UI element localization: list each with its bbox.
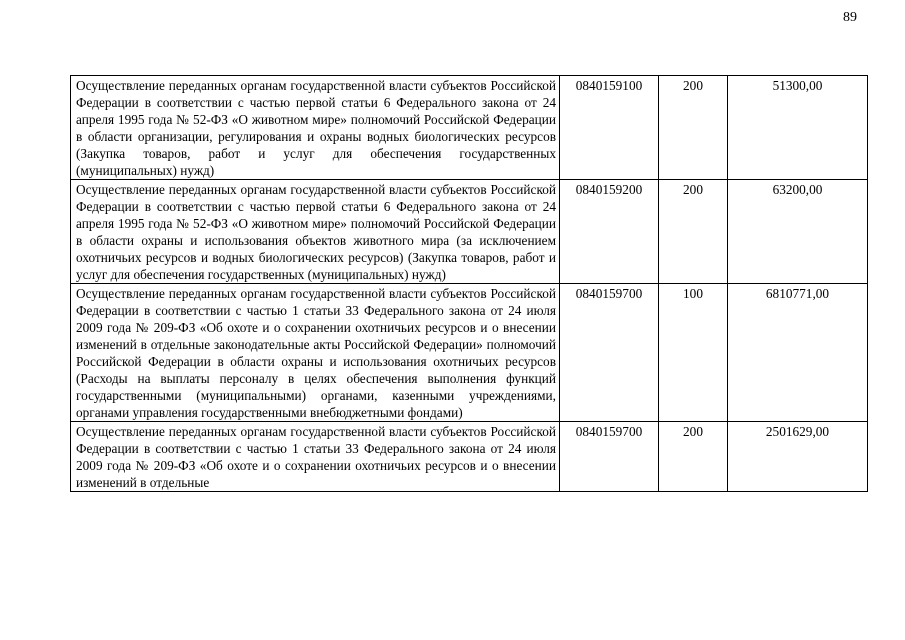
table-row — [71, 76, 868, 180]
row-amount: 6810771,00 — [728, 284, 868, 422]
row-description: Осуществление переданных органам государственной власти субъектов Российской Федерации в соответствии с частью 1 статьи 33 Федерального закона от 24 июля 2009 года № 209-ФЗ «Об охоте и о сохранении охотничьих ресурсов и о внесении изменений в отдельные законодательные акты Российской Федерации» полномочий Российской Федерации в области охраны и использования охотничьих ресурсов (Расходы на выплаты персоналу в целях обеспечения выполнения функций государственными (муниципальными) органами, казенными учреждениями, органами управления государственными внебюджетными фондами) — [71, 284, 560, 422]
row-amount: 63200,00 — [728, 180, 868, 284]
page-number: 89 — [843, 10, 857, 25]
row-expense-type: 100 — [659, 284, 728, 422]
table-row — [71, 422, 868, 492]
row-amount: 51300,00 — [728, 76, 868, 180]
row-expense-type: 200 — [659, 76, 728, 180]
row-target-code: 0840159200 — [560, 180, 659, 284]
row-target-code: 0840159700 — [560, 284, 659, 422]
budget-table — [70, 75, 868, 492]
row-description: Осуществление переданных органам государственной власти субъектов Российской Федерации в соответствии с частью 1 статьи 33 Федерального закона от 24 июля 2009 года № 209-ФЗ «Об охоте и о сохранении охотничьих ресурсов и о внесении изменений в отдельные — [71, 422, 560, 492]
row-expense-type: 200 — [659, 422, 728, 492]
row-description: Осуществление переданных органам государственной власти субъектов Российской Федерации в соответствии с частью первой статьи 6 Федерального закона от 24 апреля 1995 года № 52-ФЗ «О животном мире» полномочий Российской Федерации в области организации, регулирования и охраны водных биологических ресурсов (Закупка товаров, работ и услуг для обеспечения государственных (муниципальных) нужд) — [71, 76, 560, 180]
table-row — [71, 284, 868, 422]
row-expense-type: 200 — [659, 180, 728, 284]
row-amount: 2501629,00 — [728, 422, 868, 492]
row-description: Осуществление переданных органам государственной власти субъектов Российской Федерации в соответствии с частью первой статьи 6 Федерального закона от 24 апреля 1995 года № 52-ФЗ «О животном мире» полномочий Российской Федерации в области охраны и использования объектов животного мира (за исключением охотничьих ресурсов и водных биологических ресурсов) (Закупка товаров, работ и услуг для обеспечения государственных (муниципальных) нужд) — [71, 180, 560, 284]
row-target-code: 0840159100 — [560, 76, 659, 180]
table-row — [71, 180, 868, 284]
row-target-code: 0840159700 — [560, 422, 659, 492]
